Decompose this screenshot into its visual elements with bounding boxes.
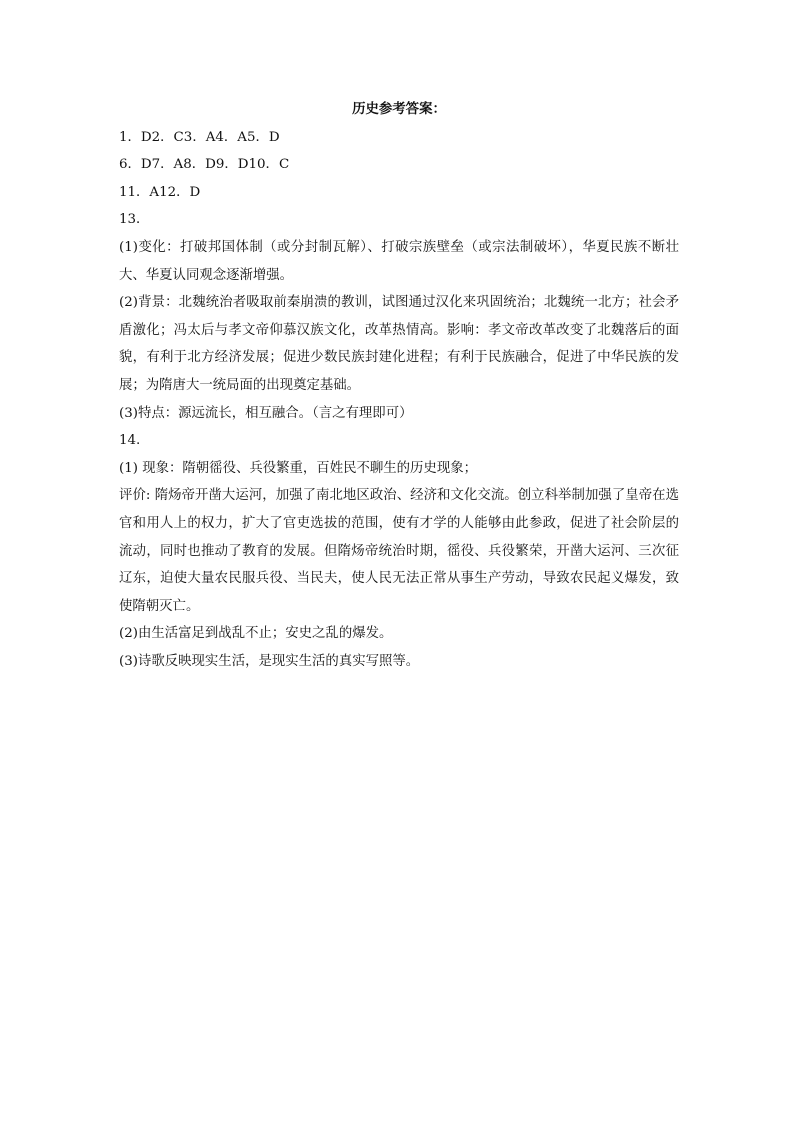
question-14-number: 14. [119,433,141,449]
mc-answers-line-1: 1．D2．C3．A4．A5．D [119,129,280,145]
question-14-evaluation: 评价: 隋炀帝开凿大运河，加强了南北地区政治、经济和文化交流。创立科举制加强了皇帝在选官和用人上的权力，扩大了官吏选拔的范围，使有才学的人能够由此参政，促进了社会阶层的流动，同时也推动了教育的发展。但隋炀帝统治时期，徭役、兵役繁荣，开凿大运河、三次征辽东，迫使大量农民服兵役、当民夫，使人民无法正常从事生产劳动，导致农民起义爆发，致使隋朝灭亡。 [119,488,679,614]
answer-content [119,96,679,675]
question-13-part-3: (3)特点：源远流长，相互融合。（言之有理即可） [119,405,413,421]
question-13-part-2: (2)背景：北魏统治者吸取前秦崩溃的教训，试图通过汉化来巩固统治；北魏统一北方；社会矛盾激化；冯太后与孝文帝仰慕汉族文化，改革热情高。影响：孝文帝改革改变了北魏落后的面貌，有利于北方经济发展；促进少数民族封建化进程；有利于民族融合，促进了中华民族的发展；为隋唐大一统局面的出现奠定基础。 [119,295,679,393]
mc-answers-line-2: 6．D7．A8．D9．D10．C [119,157,290,173]
document-title: 历史参考答案： [352,101,446,117]
question-14-part-3: (3)诗歌反映现实生活，是现实生活的真实写照等。 [119,653,420,669]
question-14-part-1: (1) 现象：隋朝徭役、兵役繁重，百姓民不聊生的历史现象； [119,460,477,476]
question-13-part-1: (1)变化：打破邦国体制（或分封制瓦解）、打破宗族壁垒（或宗法制破坏），华夏民族不断壮大、华夏认同观念逐渐增强。 [119,239,679,283]
mc-answers-line-3: 11．A12．D [119,184,201,200]
question-14-part-2: (2)由生活富足到战乱不止；安史之乱的爆发。 [119,626,393,642]
question-13-number: 13． [119,212,150,228]
